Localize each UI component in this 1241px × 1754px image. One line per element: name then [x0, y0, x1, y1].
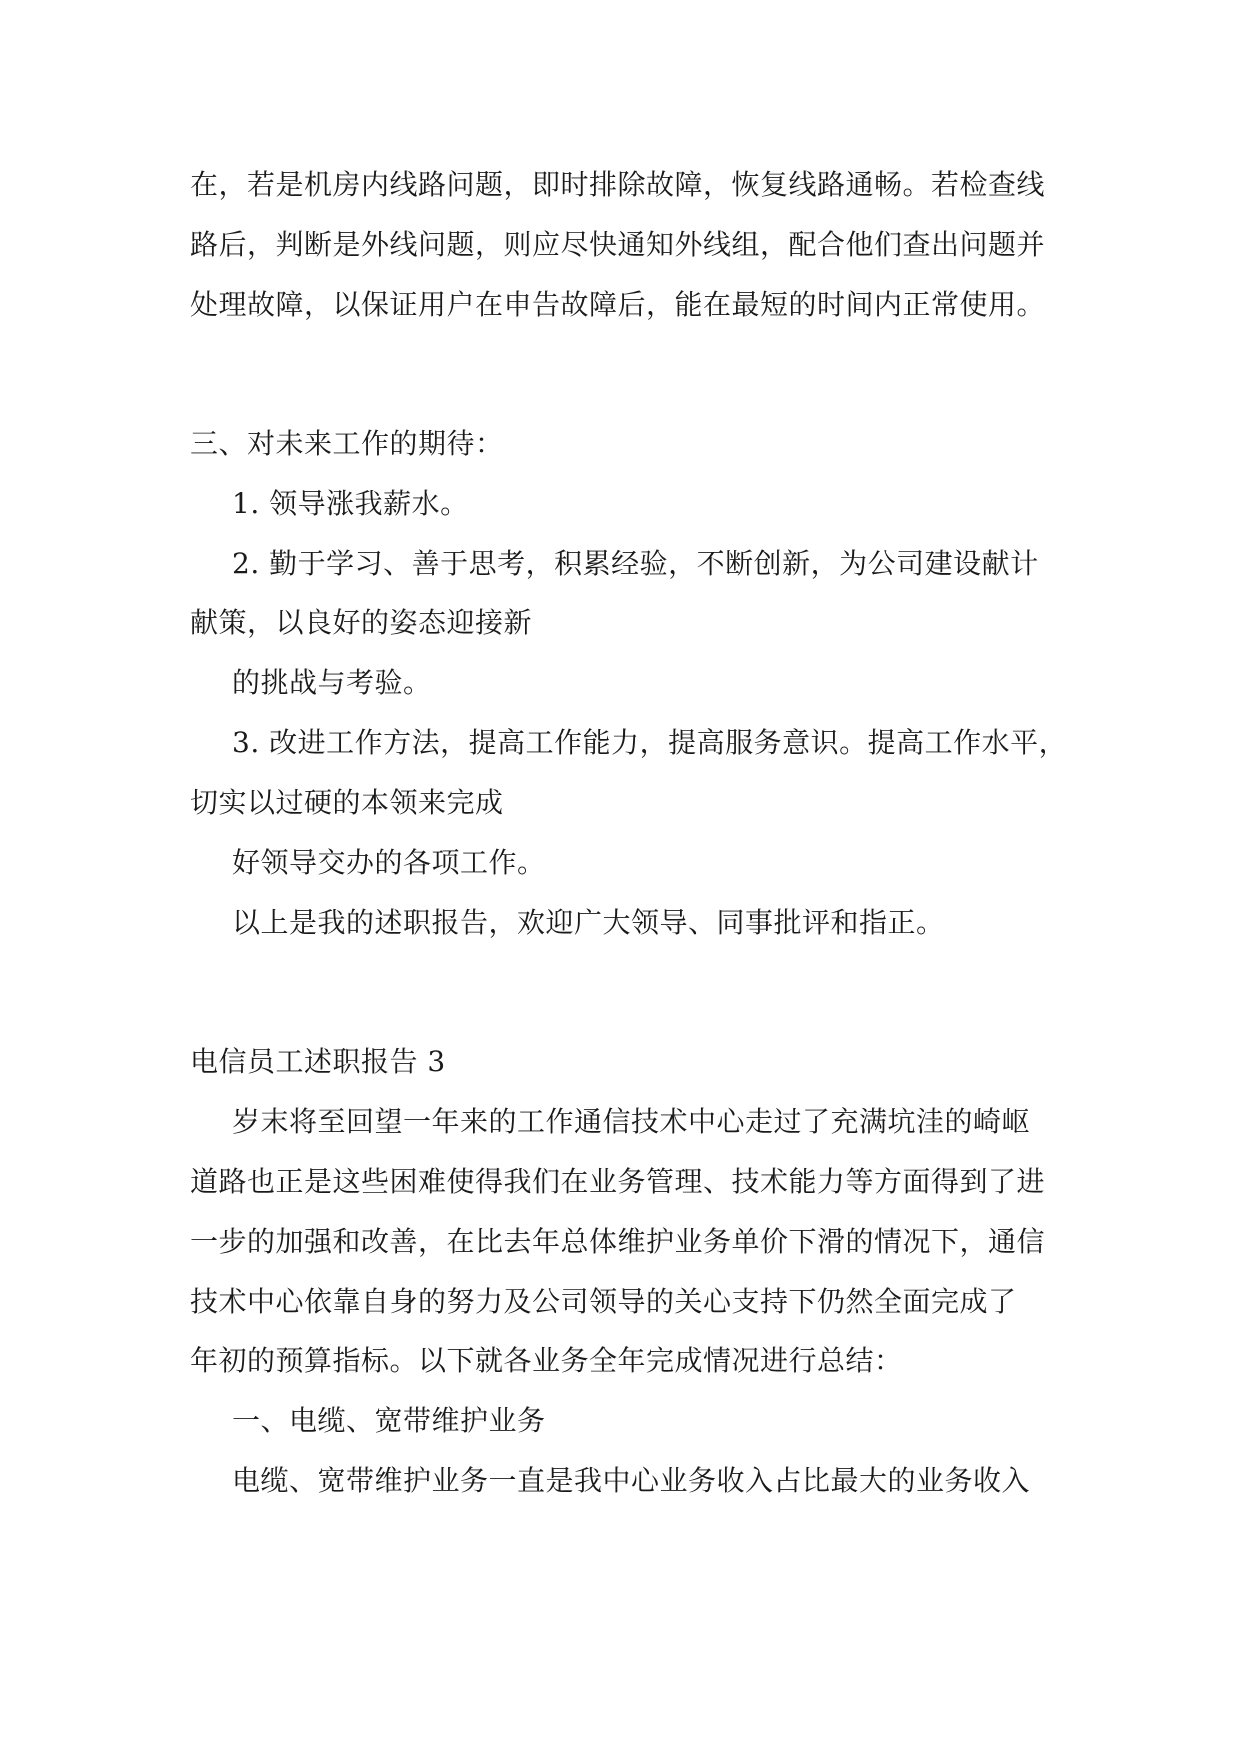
paragraph-line: 道路也正是这些困难使得我们在业务管理、技术能力等方面得到了进: [190, 1165, 1046, 1198]
paragraph-line: 处理故障，以保证用户在申告故障后，能在最短的时间内正常使用。: [190, 288, 1046, 321]
paragraph-line: 在，若是机房内线路问题，即时排除故障，恢复线路通畅。若检查线: [190, 168, 1046, 201]
paragraph-line: 切实以过硬的本领来完成: [190, 786, 504, 819]
paragraph-line: 路后，判断是外线问题，则应尽快通知外线组，配合他们查出问题并: [190, 228, 1046, 261]
paragraph-line: 献策，以良好的姿态迎接新: [190, 606, 533, 639]
section-heading: 三、对未来工作的期待：: [190, 427, 504, 460]
list-item: 3. 改进工作方法，提高工作能力，提高服务意识。提高工作水平，: [232, 726, 1068, 759]
closing-line: 以上是我的述职报告，欢迎广大领导、同事批评和指正。: [232, 906, 945, 939]
paragraph-line: 电缆、宽带维护业务一直是我中心业务收入占比最大的业务收入: [232, 1464, 1031, 1497]
paragraph-line: 一步的加强和改善，在比去年总体维护业务单价下滑的情况下，通信: [190, 1225, 1046, 1258]
list-item: 1. 领导涨我薪水。: [232, 487, 469, 520]
paragraph-line: 的挑战与考验。: [232, 666, 432, 699]
paragraph-line: 年初的预算指标。以下就各业务全年完成情况进行总结：: [190, 1344, 903, 1377]
paragraph-line: 岁末将至回望一年来的工作通信技术中心走过了充满坑洼的崎岖: [232, 1105, 1031, 1138]
section-heading: 一、电缆、宽带维护业务: [232, 1404, 546, 1437]
list-item: 2. 勤于学习、善于思考，积累经验，不断创新，为公司建设献计: [232, 547, 1039, 580]
paragraph-line: 好领导交办的各项工作。: [232, 846, 546, 879]
paragraph-line: 技术中心依靠自身的努力及公司领导的关心支持下仍然全面完成了: [190, 1285, 1017, 1318]
report-title: 电信员工述职报告 3: [190, 1045, 446, 1078]
